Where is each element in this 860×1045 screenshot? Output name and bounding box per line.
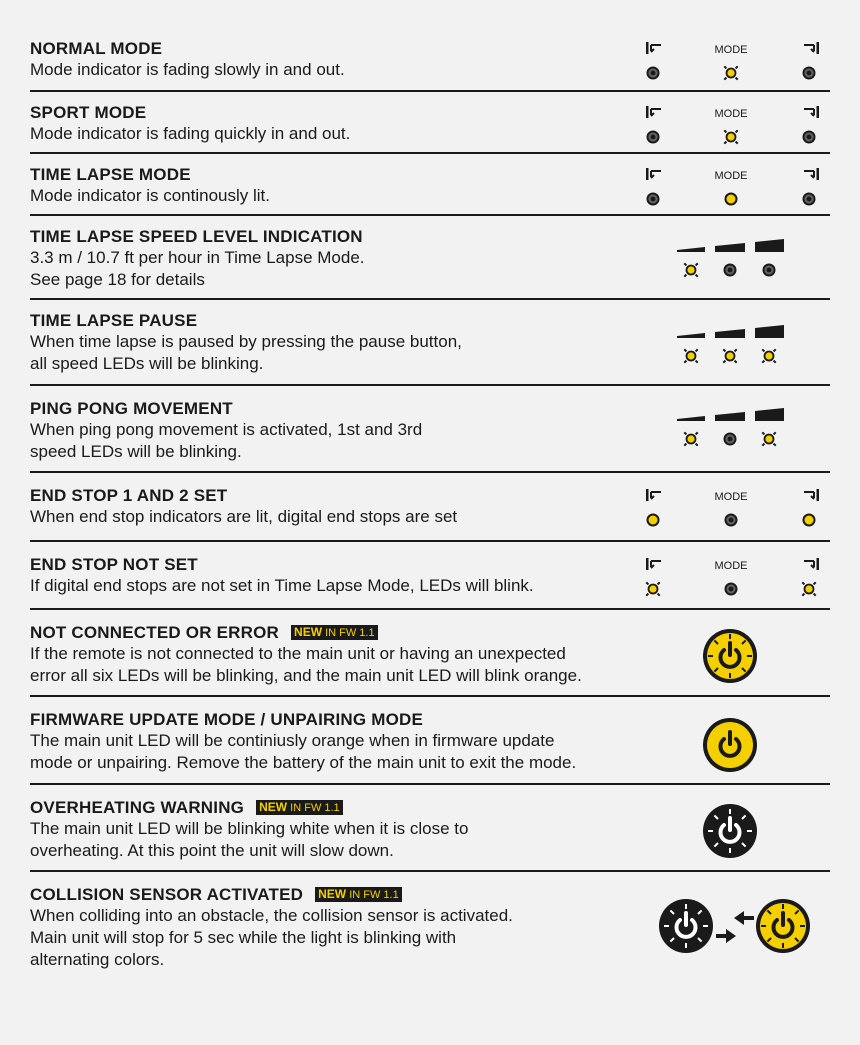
- row-overheating: [30, 783, 830, 870]
- row-speed-level: [30, 214, 830, 298]
- speed-bar-2: [715, 243, 745, 252]
- row-not-connected: [30, 608, 830, 695]
- row-end-stop-set: [30, 471, 830, 540]
- led-off-icon: [725, 265, 736, 276]
- row-desc: If the remote is not connected to the main unit or having an unexpected error all six LEDs will be blinking, and the main unit LED will blink orange.: [30, 644, 582, 685]
- row-desc: When time lapse is paused by pressing the pause button, all speed LEDs will be blinking.: [30, 332, 462, 373]
- power-led-icon: [700, 715, 760, 775]
- speed-bar-3: [755, 325, 784, 338]
- end-stop-right-icon: [804, 489, 819, 501]
- led-off-icon: [648, 68, 659, 79]
- power-led-white-icon: [703, 804, 757, 858]
- speed-bar-2: [715, 329, 745, 338]
- speed-level-leds: [675, 324, 795, 366]
- speed-bar-1: [677, 416, 705, 421]
- row-desc: If digital end stops are not set in Time Lapse Mode, LEDs will blink.: [30, 576, 534, 595]
- led-off-icon: [804, 194, 815, 205]
- led-blinking-icon: [684, 349, 697, 362]
- row-title: COLLISION SENSOR ACTIVATED NEW IN FW 1.1: [30, 884, 680, 905]
- row-title: PING PONG MOVEMENT: [30, 399, 233, 418]
- led-off-icon: [804, 132, 815, 143]
- led-blinking-icon: [646, 582, 659, 595]
- row-title: OVERHEATING WARNING NEW IN FW 1.1: [30, 797, 680, 818]
- new-badge: NEW IN FW 1.1: [291, 625, 378, 640]
- new-badge: NEW IN FW 1.1: [315, 887, 402, 902]
- row-desc: Mode indicator is fading slowly in and out.: [30, 60, 345, 79]
- led-off-icon: [725, 434, 736, 445]
- row-title: TIME LAPSE MODE: [30, 165, 191, 184]
- power-led-orange-icon: [756, 899, 810, 953]
- power-led-icon: [700, 626, 760, 686]
- led-lit-icon: [726, 194, 737, 205]
- led-blinking-icon: [723, 349, 736, 362]
- led-off-icon: [726, 515, 737, 526]
- mode-label: MODE: [714, 170, 748, 182]
- power-led-icon: [700, 801, 760, 861]
- end-stop-mode-leds: [640, 166, 835, 208]
- led-off-icon: [726, 584, 737, 595]
- row-title: END STOP NOT SET: [30, 555, 198, 574]
- end-stop-left-icon: [646, 168, 661, 180]
- speed-bar-3: [755, 239, 784, 252]
- speed-bar-3: [755, 408, 784, 421]
- end-stop-left-icon: [646, 489, 661, 501]
- row-title: SPORT MODE: [30, 103, 147, 122]
- led-blinking-icon: [724, 66, 737, 79]
- speed-bar-1: [677, 247, 705, 252]
- row-ping-pong: [30, 384, 830, 471]
- end-stop-mode-leds: [640, 40, 835, 82]
- led-blinking-icon: [762, 349, 775, 362]
- power-led-orange-icon: [703, 718, 757, 772]
- row-desc: When colliding into an obstacle, the collision sensor is activated. Main unit will stop for 5 sec while the light is blinking with alternating colors.: [30, 906, 513, 969]
- speed-level-leds: [675, 238, 795, 280]
- row-title: TIME LAPSE PAUSE: [30, 311, 198, 330]
- mode-label: MODE: [714, 108, 748, 120]
- row-desc: When end stop indicators are lit, digital end stops are set: [30, 507, 458, 526]
- end-stop-right-icon: [804, 106, 819, 118]
- led-blinking-icon: [802, 582, 815, 595]
- led-blinking-icon: [684, 263, 697, 276]
- led-blinking-icon: [724, 130, 737, 143]
- arrow-right-icon: [716, 929, 736, 943]
- row-normal-mode: [30, 38, 830, 90]
- row-time-lapse-mode: [30, 152, 830, 214]
- end-stop-left-icon: [646, 558, 661, 570]
- led-blinking-icon: [684, 432, 697, 445]
- collision-alternating-icon: [656, 896, 816, 956]
- row-firmware-update: [30, 695, 830, 783]
- arrow-left-icon: [734, 911, 754, 925]
- led-off-icon: [804, 68, 815, 79]
- row-title: NOT CONNECTED OR ERROR NEW IN FW 1.1: [30, 622, 710, 643]
- new-badge: NEW IN FW 1.1: [256, 800, 343, 815]
- speed-level-leds: [675, 407, 795, 449]
- power-led-white-icon: [659, 899, 713, 953]
- led-off-icon: [648, 132, 659, 143]
- led-lit-icon: [804, 515, 815, 526]
- led-off-icon: [764, 265, 775, 276]
- end-stop-right-icon: [804, 42, 819, 54]
- row-end-stop-not-set: [30, 540, 830, 608]
- end-stop-mode-leds: [640, 556, 835, 598]
- end-stop-mode-leds: [640, 104, 835, 146]
- mode-label: MODE: [714, 491, 748, 503]
- row-title: NORMAL MODE: [30, 39, 163, 58]
- row-desc: Mode indicator is continously lit.: [30, 186, 271, 205]
- row-desc: 3.3 m / 10.7 ft per hour in Time Lapse Mode. See page 18 for details: [30, 248, 365, 289]
- led-off-icon: [648, 194, 659, 205]
- led-blinking-icon: [762, 432, 775, 445]
- row-title: FIRMWARE UPDATE MODE / UNPAIRING MODE: [30, 710, 424, 729]
- end-stop-left-icon: [646, 42, 661, 54]
- speed-bar-1: [677, 333, 705, 338]
- row-title: END STOP 1 AND 2 SET: [30, 486, 228, 505]
- speed-bar-2: [715, 412, 745, 421]
- row-desc: The main unit LED will be blinking white when it is close to overheating. At this point the unit will slow down.: [30, 819, 469, 860]
- end-stop-right-icon: [804, 168, 819, 180]
- led-lit-icon: [648, 515, 659, 526]
- row-collision: [30, 870, 830, 980]
- end-stop-mode-leds: [640, 487, 835, 529]
- end-stop-right-icon: [804, 558, 819, 570]
- end-stop-left-icon: [646, 106, 661, 118]
- row-desc: When ping pong movement is activated, 1st and 3rd speed LEDs will be blinking.: [30, 420, 423, 461]
- power-led-orange-icon: [703, 629, 757, 683]
- mode-label: MODE: [714, 560, 748, 572]
- row-time-lapse-pause: [30, 298, 830, 384]
- mode-label: MODE: [714, 44, 748, 56]
- row-sport-mode: [30, 90, 830, 152]
- row-title: TIME LAPSE SPEED LEVEL INDICATION: [30, 227, 363, 246]
- row-desc: The main unit LED will be continiusly orange when in firmware update mode or unpairing. Remove the battery of the main unit to exit the mode.: [30, 731, 577, 772]
- row-desc: Mode indicator is fading quickly in and out.: [30, 124, 351, 143]
